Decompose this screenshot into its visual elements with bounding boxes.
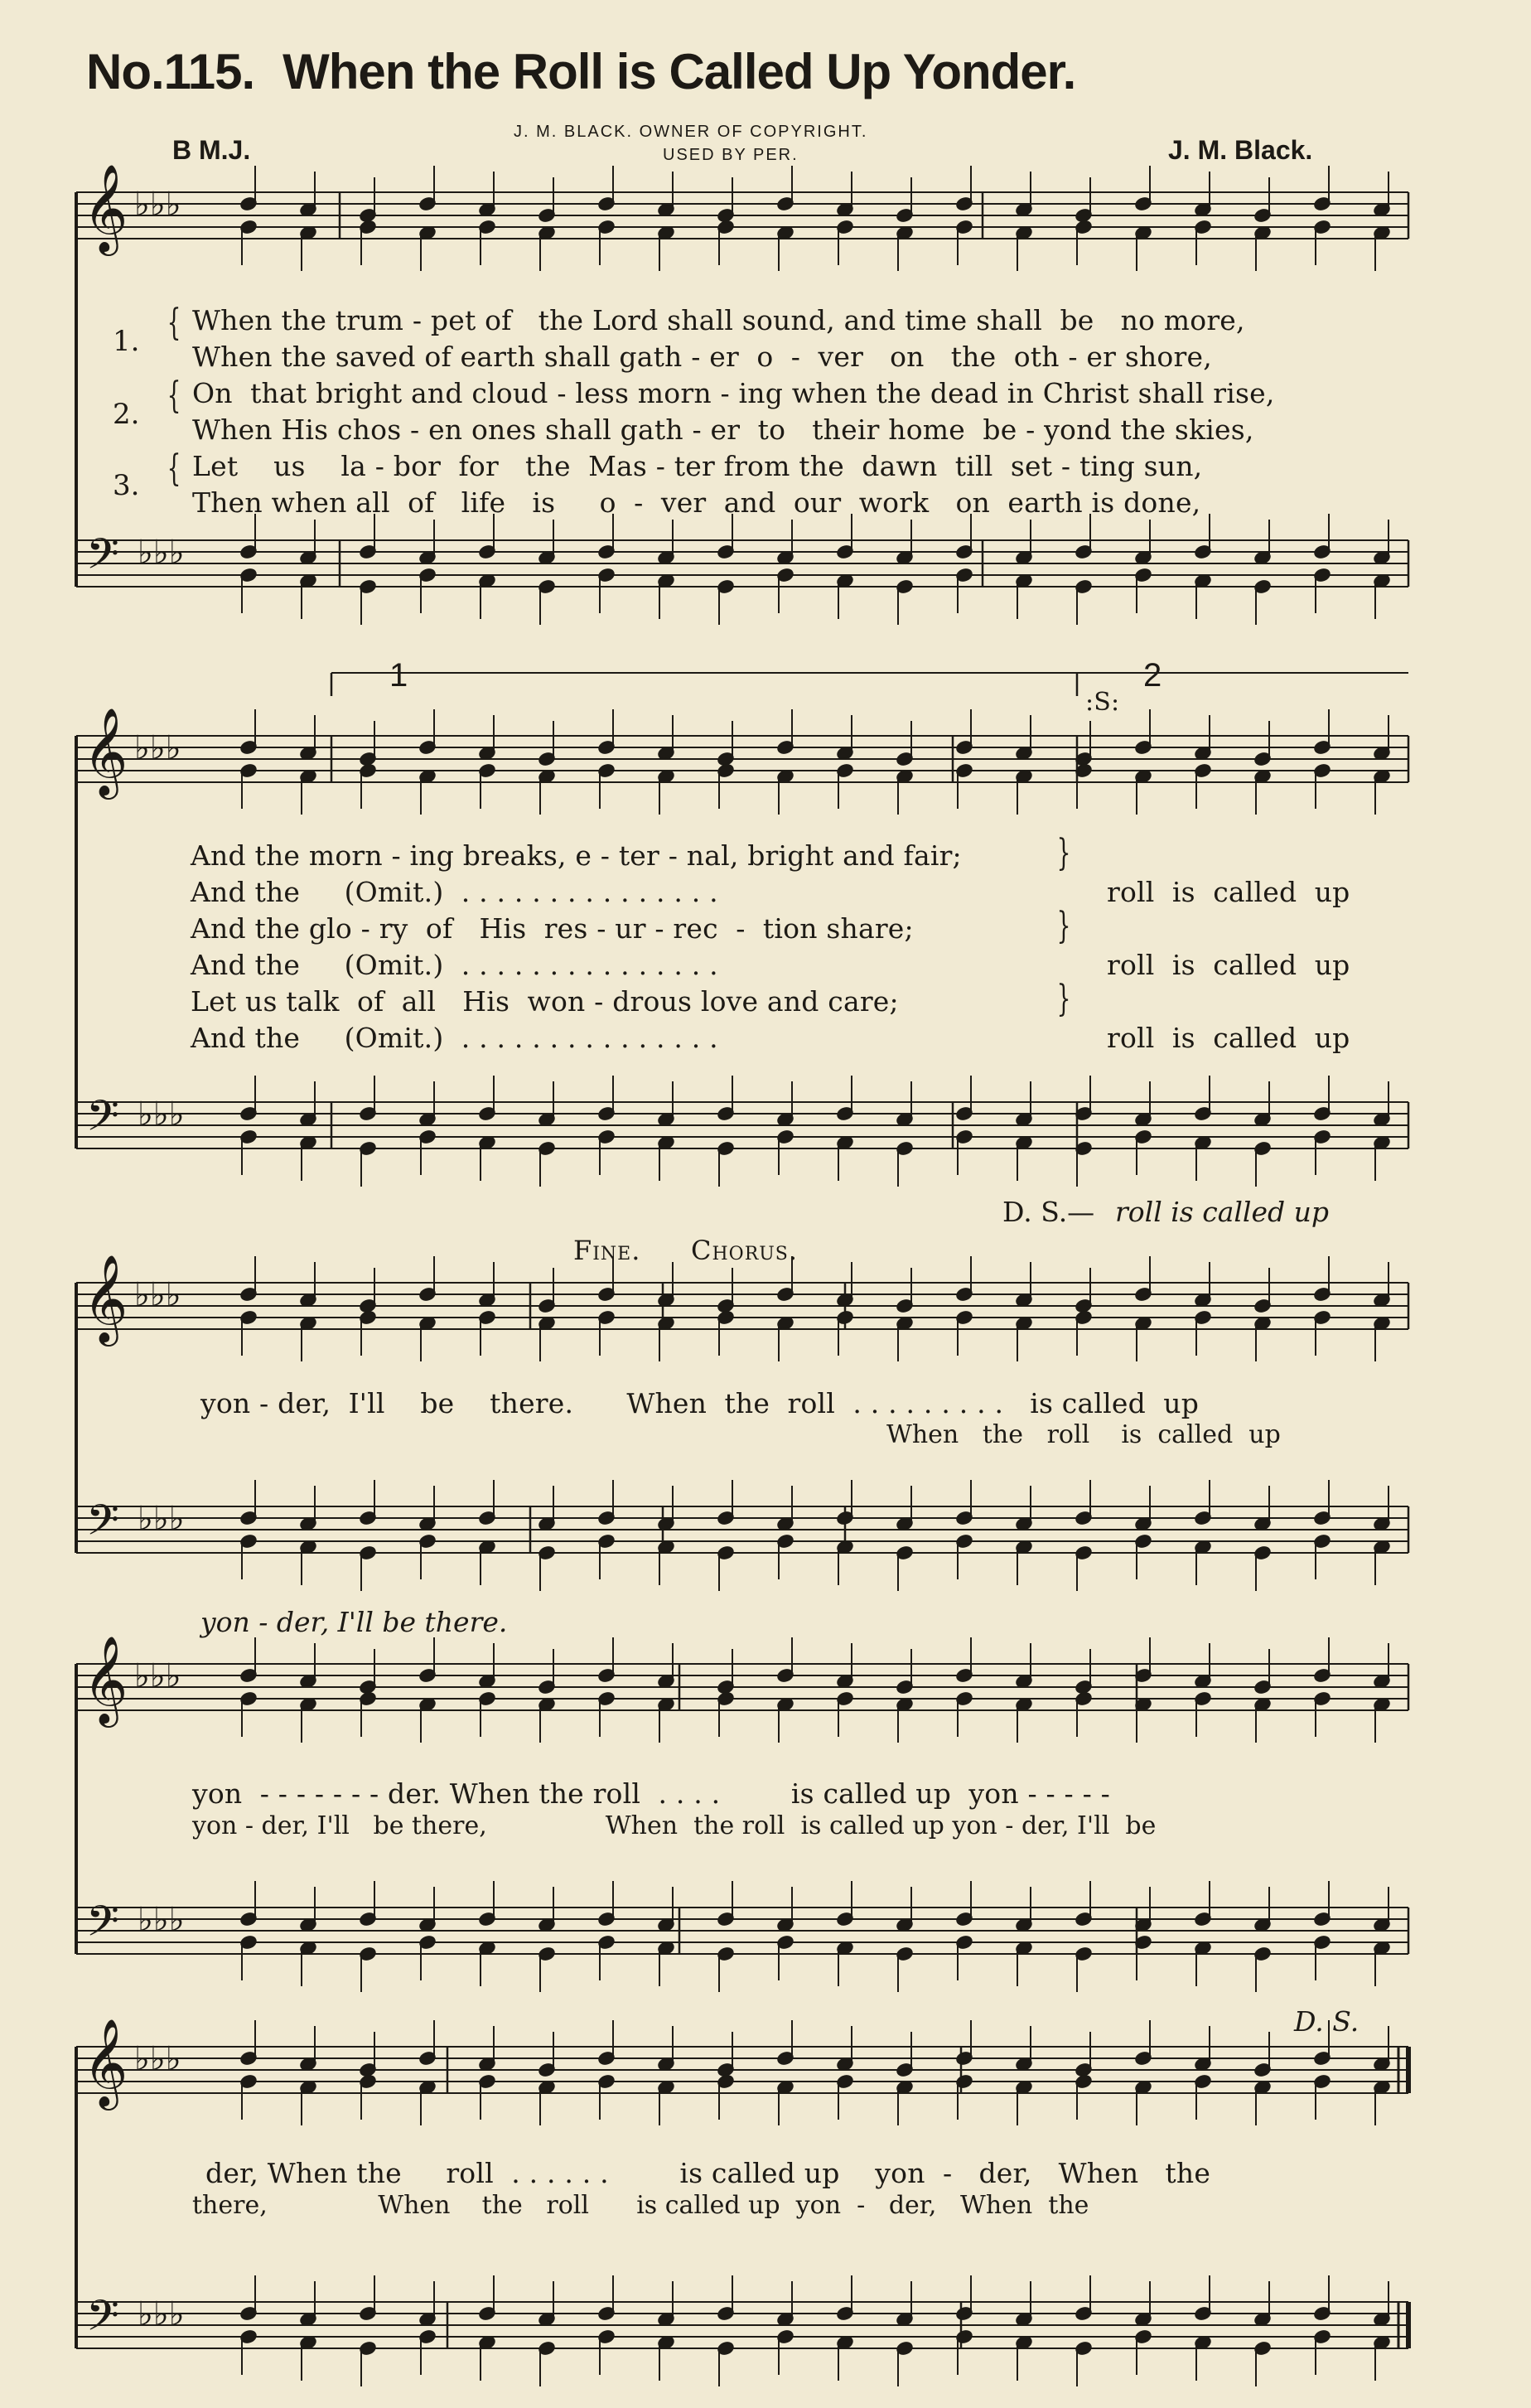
treble-clef-icon: 𝄞 [83,2018,128,2106]
copyright-line-1: J. M. BLACK. OWNER OF COPYRIGHT. [514,123,868,141]
cont-line-2: And the (Omit.) . . . . . . . . . . . . . . . [191,876,718,908]
verse-1-line-2: When the saved of earth shall gath - er o - ver on the oth - er shore, [192,341,1212,373]
treble-clef-icon: 𝄞 [83,1635,128,1724]
verse-3-line-1: Let us la - bor for the Mas - ter from the dawn till set - ting sun, [192,450,1203,482]
system3-lyrics: yon - der, I'll be there. When the roll . . . . . . . . . is called up [200,1387,1200,1419]
key-signature-icon: ♭♭♭ [138,2295,185,2333]
system5-alto-lyrics: there, When the roll is called up yon - der, When the [192,2191,1089,2220]
hymn-number: No.115. [86,44,255,99]
ds-text: roll is called up [1115,1196,1330,1228]
verse-brace-2: { [167,375,181,417]
treble-clef-icon: 𝄞 [83,1254,128,1342]
bass-clef-icon: 𝄢 [86,529,119,589]
system5-lyrics: der, When the roll . . . . . . is called up yon - der, When the [205,2157,1211,2189]
key-signature-icon: ♭♭♭ [138,1095,185,1134]
verse-number-2: 2. [113,398,140,431]
verse-2-line-1: On that bright and cloud - less morn - ing when the dead in Christ shall rise, [192,377,1275,409]
cont-brace-3: } [1056,978,1071,1020]
cont-line-5: Let us talk of all His won - drous love and care; [191,985,899,1018]
fine-mark: Fine. [573,1235,641,1266]
verse-2-line-2: When His chos - en ones shall gath - er to their home be - yond the skies, [192,413,1254,446]
bass-clef-icon: 𝄢 [86,2290,119,2351]
bass-clef-icon: 𝄢 [86,1896,119,1956]
chorus-mark: Chorus. [691,1235,799,1266]
second-ending-label: 2 [1143,657,1162,694]
verse-number-3: 3. [113,469,140,502]
key-signature-icon: ♭♭♭ [138,1901,185,1939]
bass-clef-icon: 𝄢 [86,1090,119,1151]
system4-lyrics: yon - - - - - - - der. When the roll . . . . is called up yon - - - - - [192,1777,1110,1810]
composer: J. M. Black. [1168,135,1313,165]
system3-alto-lyrics: When the roll is called up [886,1420,1281,1449]
cont-brace-2: } [1056,905,1071,947]
treble-clef-icon: 𝄞 [83,163,128,252]
lyricist: B M.J. [172,135,251,165]
key-signature-icon: ♭♭♭ [134,186,181,224]
hymn-title-text: When the Roll is Called Up Yonder. [283,44,1076,99]
second-ending-text-2: roll is called up [1107,949,1350,981]
system3-bass-lyrics: yon - der, I'll be there. [200,1606,508,1638]
key-signature-icon: ♭♭♭ [134,2040,181,2078]
copyright-line-2: USED BY PER. [663,146,799,164]
second-ending-text-1: roll is called up [1107,876,1350,908]
key-signature-icon: ♭♭♭ [134,729,181,767]
cont-line-1: And the morn - ing breaks, e - ter - nal, bright and fair; [191,839,962,872]
verse-1-line-1: When the trum - pet of the Lord shall sound, and time shall be no more, [192,304,1245,336]
cont-line-6: And the (Omit.) . . . . . . . . . . . . . . . [191,1022,718,1054]
verse-3-line-2: Then when all of life is o - ver and our work on earth is done, [192,486,1201,519]
ds-mark-end: D. S. [1294,2005,1360,2038]
key-signature-icon: ♭♭♭ [138,1500,185,1538]
system4-alto-lyrics: yon - der, I'll be there, When the roll is called up yon - der, I'll be [192,1811,1157,1840]
cont-brace-1: } [1056,832,1071,874]
ds-prefix: D. S.— [1002,1196,1095,1228]
first-ending-label: 1 [389,657,408,694]
verse-brace-3: { [167,447,181,490]
bass-clef-icon: 𝄢 [86,1495,119,1555]
cont-line-3: And the glo - ry of His res - ur - rec - tion share; [191,912,914,945]
key-signature-icon: ♭♭♭ [134,1276,181,1314]
segno-sign: :S: [1085,688,1120,717]
key-signature-icon: ♭♭♭ [134,1657,181,1695]
verse-brace-1: { [167,302,181,344]
verse-number-1: 1. [113,325,140,358]
cont-line-4: And the (Omit.) . . . . . . . . . . . . . . . [191,949,718,981]
treble-clef-icon: 𝄞 [83,707,128,795]
second-ending-text-3: roll is called up [1107,1022,1350,1054]
key-signature-icon: ♭♭♭ [138,534,185,572]
